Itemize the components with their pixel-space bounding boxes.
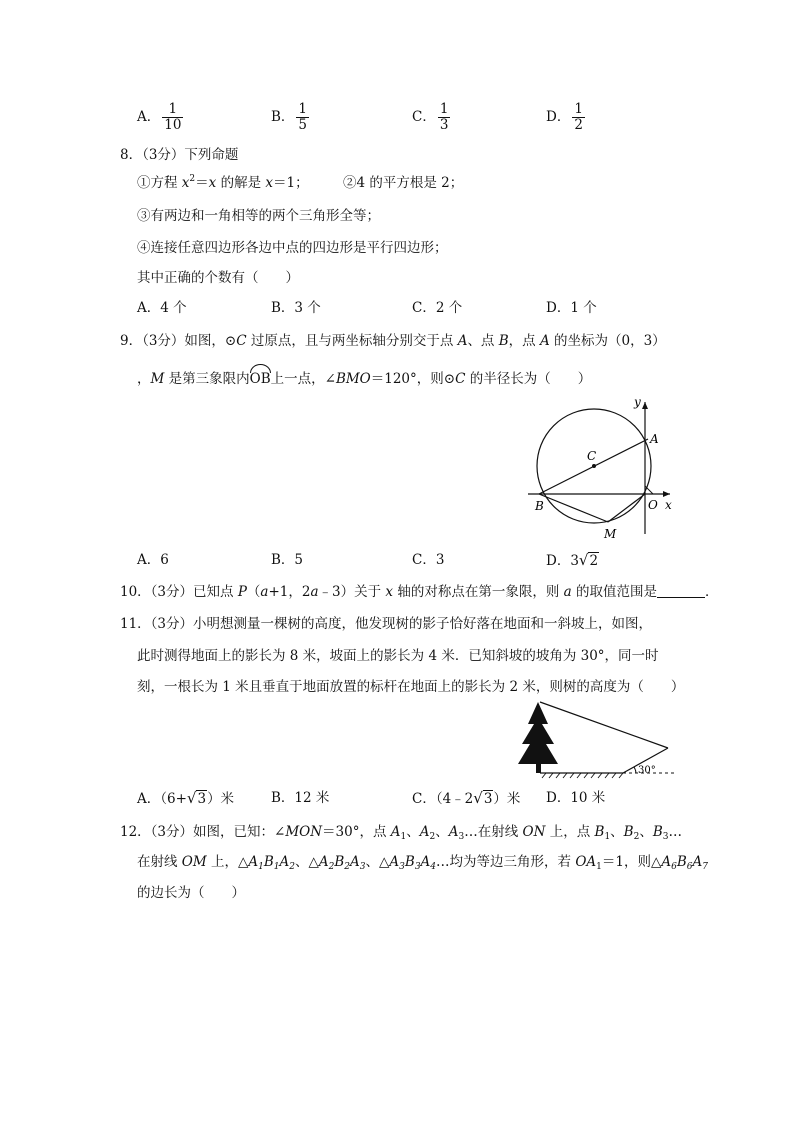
text: …在射线 <box>464 824 523 840</box>
var: BMO <box>335 371 371 387</box>
var: C <box>236 333 247 349</box>
q8-item-4: ④连接任意四边形各边中点的四边形是平行四边形； <box>137 240 448 256</box>
text: ， <box>137 371 151 387</box>
radicand: 3 <box>197 791 207 807</box>
text: ）米 <box>207 791 235 807</box>
text: ＝1，则△ <box>601 854 662 870</box>
option-label: D． <box>546 553 571 569</box>
text: 、点 <box>467 333 499 349</box>
fraction <box>572 102 585 133</box>
subscript: 1 <box>604 832 611 842</box>
radical: √3 <box>186 789 207 807</box>
radical: √3 <box>473 789 493 807</box>
tree-icon <box>518 702 558 773</box>
text: ﹣3）关于 <box>318 584 386 600</box>
arc-ob: OB <box>249 371 271 387</box>
text: 上，△ <box>206 854 249 870</box>
q7-option-d[interactable] <box>546 102 585 133</box>
sun-ray <box>540 702 668 748</box>
triangle-3: $A_3B_3A_4$ <box>389 854 437 872</box>
text: 在射线 <box>137 854 182 870</box>
q12-line-1 <box>120 822 682 842</box>
subscript: 3 <box>662 832 669 842</box>
triangle-2: $A_2B_2A_3$ <box>318 854 366 872</box>
subscript: 3 <box>458 832 465 842</box>
coefficient: 3 <box>570 553 579 569</box>
text: 、 <box>406 824 420 840</box>
q9-line-1 <box>120 331 666 351</box>
q11-tree-figure <box>510 698 678 780</box>
var: OA <box>575 854 597 870</box>
q8-stem: 8．（3分）下列命题 <box>120 147 239 163</box>
q9-option-d[interactable] <box>546 550 599 571</box>
text: ，点 <box>508 333 540 349</box>
q11-option-b[interactable]: B．12 米 <box>271 790 330 806</box>
text: 上，点 <box>545 824 595 840</box>
numerator: 1 <box>439 101 449 117</box>
q9-option-b[interactable]: B．5 <box>271 552 304 568</box>
fraction <box>296 102 309 133</box>
var: x <box>265 175 273 191</box>
text: 上一点，∠ <box>270 371 336 387</box>
var: C <box>455 371 466 387</box>
q7-option-c[interactable] <box>412 102 450 133</box>
q12-line-3: 的边长为（ ） <box>137 885 245 901</box>
q8-option-a[interactable]: A．4 个 <box>137 300 187 316</box>
q9-line-2 <box>137 369 591 389</box>
label-x: x <box>665 498 672 512</box>
q8-option-c[interactable]: C．2 个 <box>412 300 463 316</box>
text: 9．（3分）如图，⊙ <box>120 333 237 349</box>
var: a <box>260 584 269 600</box>
var: B <box>498 333 509 349</box>
denominator: 3 <box>439 117 449 133</box>
text: 、 <box>639 824 653 840</box>
text: 过原点，且与两坐标轴分别交于点 <box>246 333 458 349</box>
var: x <box>181 175 190 191</box>
numerator: 1 <box>162 102 183 118</box>
q8-option-d[interactable]: D．1 个 <box>546 300 597 316</box>
var: ON <box>522 824 546 840</box>
text: … <box>668 824 682 840</box>
var: B <box>623 824 634 840</box>
radicand: 3 <box>483 791 493 807</box>
angle-arc <box>634 767 636 773</box>
var: A <box>539 333 550 349</box>
q11-line-2: 此时测得地面上的影长为 8 米，坡面上的影长为 4 米．已知斜坡的坡角为 30°，同一时 <box>137 648 659 664</box>
text: ＝120°，则⊙ <box>370 371 456 387</box>
radicand: 2 <box>589 553 599 569</box>
option-label: A． <box>137 109 161 125</box>
text: …均为等边三角形，若 <box>436 854 576 870</box>
var: MON <box>285 824 323 840</box>
var: B <box>594 824 605 840</box>
center-point <box>592 464 596 468</box>
subscript: 2 <box>429 832 436 842</box>
q7-option-a[interactable] <box>137 102 183 133</box>
var: x <box>385 584 394 600</box>
text: 的解是 <box>216 175 266 191</box>
x-axis-arrow <box>663 491 670 497</box>
q11-line-3: 刻，一根长为 1 米且垂直于地面放置的标杆在地面上的影长为 2 米，则树的高度为（ ） <box>137 679 685 695</box>
q8-question: 其中正确的个数有（ ） <box>137 270 299 286</box>
q10-line <box>120 582 719 602</box>
denominator: 2 <box>574 117 583 133</box>
var: a <box>563 584 572 600</box>
var: a <box>310 584 319 600</box>
q8-option-b[interactable]: B．3 个 <box>271 300 321 316</box>
var: P <box>237 584 247 600</box>
q8-item-1 <box>137 173 309 193</box>
segment-mo <box>608 494 645 522</box>
var: A <box>419 824 430 840</box>
var: M <box>150 371 165 387</box>
numerator: 1 <box>574 101 583 117</box>
text: A．（6+ <box>137 791 187 807</box>
text: ）米 <box>493 791 521 807</box>
text: 12．（3分）如图，已知：∠ <box>120 824 286 840</box>
answer-blank[interactable] <box>657 583 705 598</box>
superscript: 2 <box>189 174 196 184</box>
text: 、 <box>435 824 449 840</box>
angle-label: 30° <box>638 765 656 776</box>
text: ． <box>705 584 719 600</box>
var: B <box>652 824 663 840</box>
text: +1，2 <box>268 584 311 600</box>
y-axis-arrow <box>642 402 648 409</box>
label-m: M <box>604 527 617 541</box>
subscript: 2 <box>633 832 640 842</box>
option-label: D． <box>546 109 571 125</box>
text: 的半径长为（ ） <box>465 371 592 387</box>
text: ＝1； <box>273 175 309 191</box>
var: A <box>390 824 401 840</box>
triangle-1: $A_1B_1A_2$ <box>248 854 295 872</box>
var: A <box>448 824 459 840</box>
q9-option-c[interactable]: C．3 <box>412 552 445 568</box>
q11-option-a[interactable] <box>137 788 234 809</box>
q8-item-3: ③有两边和一角相等的两个三角形全等； <box>137 208 380 224</box>
q11-option-c[interactable] <box>412 788 520 809</box>
segment-bm <box>539 494 608 522</box>
text: ＝ <box>195 175 209 191</box>
option-label: B． <box>271 109 295 125</box>
text: 、 <box>610 824 624 840</box>
numerator: 1 <box>298 101 308 117</box>
triangle-target: $A_6B_6A_7$ <box>661 854 708 872</box>
text: 是第三象限内 <box>164 371 250 387</box>
q11-line-1: 11．（3分）小明想测量一棵树的高度，他发现树的影子恰好落在地面和一斜坡上，如图， <box>120 616 653 632</box>
q7-option-b[interactable] <box>271 102 309 133</box>
label-b: B <box>535 499 544 513</box>
ground-hatching <box>542 773 623 778</box>
radical: √2 <box>578 551 599 569</box>
var: OM <box>181 854 207 870</box>
text: 的取值范围是 <box>571 584 657 600</box>
q8-item-2: ②4 的平方根是 2； <box>343 175 464 191</box>
denominator: 10 <box>164 117 182 133</box>
label-y: y <box>634 395 641 409</box>
text: ①方程 <box>137 175 182 191</box>
subscript: 1 <box>400 832 407 842</box>
fraction <box>162 102 183 133</box>
text: 、△ <box>365 854 390 870</box>
text: ＝30°，点 <box>322 824 391 840</box>
q9-circle-figure <box>520 392 685 544</box>
var: A <box>457 333 468 349</box>
var: x <box>208 175 217 191</box>
text: 的坐标为（0，3） <box>549 333 666 349</box>
option-label: C． <box>412 109 436 125</box>
text: C．（4﹣2 <box>412 791 474 807</box>
label-o: O <box>648 498 658 512</box>
label-c: C <box>587 449 597 463</box>
q12-line-2 <box>137 852 708 872</box>
text: 轴的对称点在第一象限，则 <box>393 584 564 600</box>
q11-option-d[interactable]: D．10 米 <box>546 790 606 806</box>
q9-option-a[interactable]: A．6 <box>137 552 169 568</box>
fraction <box>438 102 451 133</box>
denominator: 5 <box>298 117 308 133</box>
text: 10．（3分）已知点 <box>120 584 238 600</box>
subscript: 1 <box>596 862 602 872</box>
text: 、△ <box>295 854 319 870</box>
text: （ <box>246 584 261 600</box>
label-a: A <box>650 432 659 446</box>
